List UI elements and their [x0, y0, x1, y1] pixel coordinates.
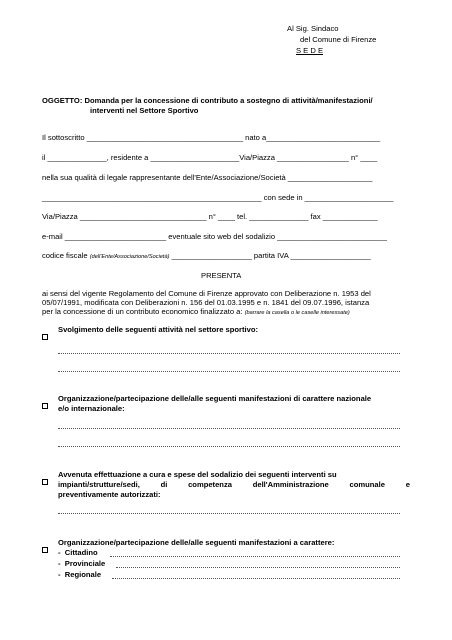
- option-3-word-3: competenza: [188, 480, 232, 489]
- option-3-checkbox[interactable]: [42, 472, 48, 490]
- sub-regionale[interactable]: - Regionale: [58, 570, 102, 579]
- sub-provinciale-label: Provinciale: [64, 559, 106, 568]
- option-3-word-4: dell'Amministrazione: [252, 480, 329, 489]
- addressee-dept: del Comune di Firenze: [300, 35, 377, 44]
- fiscal-code-label: codice fiscale: [42, 251, 88, 260]
- sub-cittadino-line[interactable]: [110, 556, 400, 557]
- option-1-line-1[interactable]: [58, 353, 400, 354]
- form-line-email[interactable]: e-mail ________________________ eventuale sito web del sodalizio __________________________: [42, 232, 387, 241]
- form-line-name[interactable]: Il sottoscritto _____________________________________ nato a___________________________: [42, 133, 381, 142]
- option-4-label: Organizzazione/partecipazione delle/alle seguenti manifestazioni a carattere:: [58, 538, 335, 547]
- intro-line-3: [42, 307, 350, 318]
- fiscal-vat-line[interactable]: ___________________ partita IVA ___________________: [171, 251, 371, 260]
- form-line-representative[interactable]: nella sua qualità di legale rappresentante dell'Ente/Associazione/Società ____________________: [42, 173, 373, 182]
- intro-line-2: 05/07/1991, modificata con Deliberazioni n. 156 del 01.03.1995 e n. 1841 del 09.07.1996, istanza: [42, 298, 370, 307]
- option-3-line-3: preventivamente autorizzati:: [58, 490, 161, 499]
- option-3-word-6: e: [405, 480, 410, 489]
- presenta-heading: PRESENTA: [201, 271, 242, 280]
- sub-regionale-label: Regionale: [64, 570, 102, 579]
- intro-line-1: ai sensi del vigente Regolamento del Comune di Firenze approvato con Deliberazione n. 1953 del: [42, 289, 371, 298]
- option-3-line[interactable]: [58, 513, 400, 514]
- option-3-word-2: di: [160, 480, 168, 489]
- form-line-fiscal[interactable]: [42, 251, 371, 262]
- subject-line-2: interventi nel Settore Sportivo: [90, 106, 199, 115]
- form-line-residence[interactable]: il ______________, residente a _____________________Via/Piazza _________________ n° ____: [42, 153, 378, 162]
- option-1-line-2[interactable]: [58, 371, 400, 372]
- sub-provinciale-line[interactable]: [116, 567, 400, 568]
- option-1-label: Svolgimento delle seguenti attività nel settore sportivo:: [58, 325, 259, 334]
- sub-cittadino[interactable]: - Cittadino: [58, 548, 98, 557]
- option-2-label-2: e/o internazionale:: [58, 404, 125, 413]
- form-line-seat[interactable]: ____________________________________________________ con sede in _____________________: [42, 193, 394, 202]
- option-2-line-2[interactable]: [58, 446, 400, 447]
- subject-line-1: OGGETTO: Domanda per la concessione di contributo a sostegno di attività/manifestazioni/: [42, 96, 373, 105]
- sub-cittadino-label: Cittadino: [64, 548, 98, 557]
- sub-provinciale[interactable]: - Provinciale: [58, 559, 106, 568]
- option-4-checkbox[interactable]: [42, 540, 48, 558]
- form-line-contacts[interactable]: Via/Piazza ______________________________ n° ____ tel. ______________ fax _____________: [42, 212, 378, 221]
- option-2-label-1: Organizzazione/partecipazione delle/alle seguenti manifestazioni di carattere nazionale: [58, 394, 372, 403]
- addressee-seat: S E D E: [296, 46, 324, 55]
- option-3-word-5: comunale: [349, 480, 385, 489]
- intro-line-3-text: per la concessione di un contributo economico finalizzato a:: [42, 307, 243, 316]
- option-1-checkbox[interactable]: [42, 327, 48, 345]
- fiscal-code-note: (dell'Ente/Associazione/Società): [89, 254, 170, 260]
- option-3-word-1: impianti/strutture/sedi,: [58, 480, 140, 489]
- option-2-checkbox[interactable]: [42, 396, 48, 414]
- sub-regionale-line[interactable]: [112, 578, 400, 579]
- intro-note: (barrare la casella o le caselle interessate): [244, 310, 350, 316]
- option-3-line-2: [58, 480, 410, 489]
- addressee: Al Sig. Sindaco: [287, 24, 339, 33]
- option-2-line-1[interactable]: [58, 428, 400, 429]
- option-3-line-1: [58, 470, 410, 479]
- option-3-text-1: Avvenuta effettuazione a cura e spese del sodalizio dei seguenti interventi su: [58, 470, 337, 479]
